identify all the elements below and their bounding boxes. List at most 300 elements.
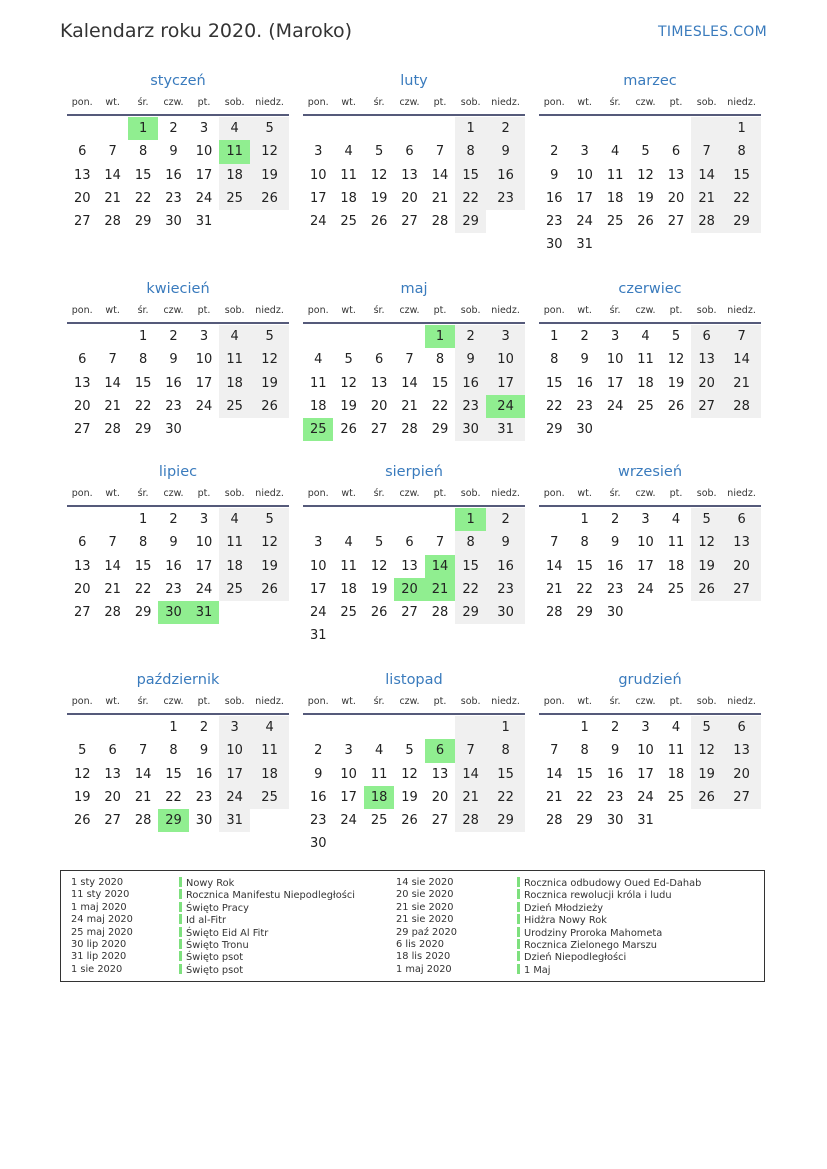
day-cell: 28 (545, 813, 563, 829)
day-cell: 26 (691, 786, 722, 809)
empty-cell (333, 624, 363, 647)
day-cell: 16 (606, 558, 624, 574)
week-row (67, 418, 289, 441)
day-cell: 19 (637, 190, 654, 206)
brand-link[interactable]: TIMESLES.COM (658, 24, 767, 40)
week-row (67, 187, 289, 210)
legend-holiday-name: Święto psot (179, 964, 355, 976)
day-cell: 30 (165, 214, 182, 230)
day-cell: 9 (199, 743, 209, 759)
legend-holiday-name: Rocznica odbudowy Oued Ed-Dahab (517, 877, 701, 889)
day-cell: 18 (219, 555, 250, 578)
empty-cell (661, 233, 691, 256)
day-cell: 21 (104, 581, 121, 597)
empty-cell (250, 210, 289, 233)
day-cell: 18 (250, 763, 289, 786)
day-cell: 14 (545, 558, 563, 574)
weekday-label: czw. (163, 488, 184, 499)
day-cell: 10 (219, 739, 250, 762)
day-cell: 3 (219, 716, 250, 739)
day-cell: 26 (691, 578, 722, 601)
day-cell: 12 (691, 531, 722, 554)
weekday-label: czw. (399, 305, 420, 316)
weekday-label: pon. (543, 488, 565, 499)
empty-cell (394, 325, 424, 348)
day-cell: 28 (455, 809, 486, 832)
day-cell: 8 (722, 140, 761, 163)
day-cell: 30 (455, 418, 486, 441)
day-cell: 1 (455, 117, 486, 140)
day-cell: 22 (576, 581, 593, 597)
holiday-marker (179, 927, 182, 937)
month-name: sierpień (385, 464, 443, 480)
day-cell: 16 (486, 555, 525, 578)
week-row (539, 531, 761, 554)
day-cell: 6 (374, 352, 384, 368)
day-cell: 28 (691, 210, 722, 233)
month-4 (67, 280, 289, 441)
day-cell: 23 (165, 581, 182, 597)
weekday-label: wt. (577, 305, 592, 316)
weekday-label: śr. (137, 696, 149, 707)
empty-cell (219, 418, 250, 441)
empty-cell (569, 117, 599, 140)
weekday-header (67, 304, 289, 324)
day-cell: 4 (610, 144, 620, 160)
holiday-marker (179, 939, 182, 949)
day-cell: 13 (722, 531, 761, 554)
weekday-label: śr. (609, 696, 621, 707)
day-cell: 10 (309, 558, 327, 574)
weekday-label: sob. (224, 696, 245, 707)
week-row (303, 140, 525, 163)
day-cell: 28 (545, 605, 563, 621)
day-cell: 21 (104, 398, 121, 414)
day-cell: 3 (344, 743, 353, 759)
day-cell: 20 (667, 190, 685, 206)
day-cell: 29 (158, 809, 188, 832)
empty-cell (364, 117, 394, 140)
day-cell: 21 (425, 578, 455, 601)
week-row (303, 325, 525, 348)
weekday-label: niedz. (727, 488, 756, 499)
day-cell: 8 (580, 743, 589, 759)
empty-cell (425, 832, 455, 855)
week-row (539, 395, 761, 418)
weekday-label: sob. (696, 696, 717, 707)
day-cell: 8 (138, 144, 148, 160)
day-cell: 22 (431, 398, 449, 414)
day-cell: 19 (73, 789, 91, 805)
week-row (303, 786, 525, 809)
empty-cell (189, 418, 219, 441)
week-row (303, 763, 525, 786)
empty-cell (303, 325, 333, 348)
day-cell: 12 (250, 531, 289, 554)
day-cell: 27 (431, 813, 449, 829)
day-cell: 11 (309, 375, 327, 391)
day-cell: 31 (195, 214, 213, 230)
day-cell: 17 (637, 766, 654, 782)
day-cell: 21 (545, 789, 563, 805)
weekday-label: śr. (137, 305, 149, 316)
empty-cell (303, 716, 333, 739)
day-cell: 4 (219, 508, 250, 531)
weekday-label: pon. (71, 305, 93, 316)
day-cell: 8 (435, 352, 445, 368)
legend-holiday-name: Rocznica Zielonego Marszu (517, 939, 701, 951)
week-row (539, 348, 761, 371)
day-cell: 18 (364, 786, 394, 809)
month-name: grudzień (618, 672, 682, 688)
day-cell: 31 (309, 628, 327, 644)
week-row (303, 716, 525, 739)
day-cell: 1 (128, 117, 158, 140)
day-cell: 29 (134, 605, 152, 621)
day-cell: 15 (134, 558, 152, 574)
day-cell: 16 (195, 766, 213, 782)
day-cell: 6 (108, 743, 117, 759)
empty-cell (661, 601, 691, 624)
day-cell: 22 (134, 190, 152, 206)
empty-cell (425, 117, 455, 140)
empty-cell (722, 233, 761, 256)
day-cell: 29 (455, 601, 486, 624)
day-cell: 7 (550, 535, 559, 551)
empty-cell (630, 117, 660, 140)
day-cell: 27 (370, 422, 388, 438)
day-cell: 22 (134, 581, 152, 597)
day-cell: 3 (199, 121, 209, 136)
holiday-marker (179, 877, 182, 887)
day-cell: 13 (431, 766, 449, 782)
legend-holiday-name: Święto Tronu (179, 939, 355, 951)
day-cell: 18 (340, 581, 357, 597)
week-row (67, 763, 289, 786)
day-cell: 10 (606, 352, 624, 368)
day-cell: 7 (691, 140, 722, 163)
empty-cell (250, 601, 289, 624)
day-cell: 5 (374, 144, 384, 160)
day-cell: 7 (108, 352, 117, 368)
day-cell: 17 (340, 789, 357, 805)
day-cell: 26 (667, 398, 685, 414)
legend-date: 20 sie 2020 (396, 889, 454, 901)
week-row (67, 395, 289, 418)
weekday-header (303, 487, 525, 507)
day-cell: 10 (637, 743, 654, 759)
weekday-label: pt. (669, 305, 683, 316)
day-cell: 12 (370, 167, 388, 183)
day-cell: 6 (691, 325, 722, 348)
empty-cell (303, 508, 333, 531)
day-cell: 4 (314, 352, 323, 368)
weekday-label: śr. (137, 97, 149, 108)
weekday-label: wt. (341, 696, 356, 707)
empty-cell (128, 716, 158, 739)
day-cell: 25 (219, 578, 250, 601)
legend-date: 29 paź 2020 (396, 926, 457, 938)
day-cell: 20 (73, 398, 91, 414)
day-cell: 16 (576, 375, 593, 391)
weekday-label: czw. (635, 97, 656, 108)
day-cell: 17 (195, 167, 213, 183)
day-cell: 18 (219, 372, 250, 395)
week-row (303, 508, 525, 531)
day-cell: 26 (637, 214, 654, 230)
day-cell: 19 (370, 190, 388, 206)
day-cell: 8 (169, 743, 178, 759)
day-cell: 23 (165, 190, 182, 206)
empty-cell (425, 624, 455, 647)
day-cell: 17 (606, 375, 624, 391)
day-cell: 28 (431, 214, 449, 230)
day-cell: 13 (722, 739, 761, 762)
empty-cell (691, 809, 722, 832)
legend-holiday-name: Urodziny Proroka Mahometa (517, 927, 701, 939)
day-cell: 9 (486, 531, 525, 554)
week-row (539, 325, 761, 348)
day-cell: 9 (169, 535, 178, 551)
weekday-header (303, 304, 525, 324)
day-cell: 18 (606, 190, 624, 206)
weekday-label: pon. (307, 97, 329, 108)
day-cell: 12 (250, 348, 289, 371)
weekday-header (67, 695, 289, 715)
empty-cell (303, 117, 333, 140)
day-cell: 12 (691, 739, 722, 762)
day-cell: 31 (189, 601, 219, 624)
day-cell: 14 (425, 555, 455, 578)
weekday-label: pt. (433, 696, 447, 707)
holiday-marker (517, 964, 520, 974)
weekday-label: pon. (71, 488, 93, 499)
day-cell: 13 (73, 375, 91, 391)
day-cell: 22 (165, 789, 182, 805)
holiday-marker (517, 914, 520, 924)
day-cell: 5 (344, 352, 353, 368)
legend-date: 21 sie 2020 (396, 901, 454, 913)
legend-names-col-2 (517, 877, 701, 976)
day-cell: 15 (165, 766, 182, 782)
empty-cell (630, 601, 660, 624)
holiday-marker (517, 889, 520, 899)
day-cell: 3 (314, 144, 323, 160)
day-cell: 28 (104, 422, 121, 438)
week-row (67, 601, 289, 624)
day-cell: 27 (401, 605, 418, 621)
holiday-marker (179, 902, 182, 912)
empty-cell (333, 508, 363, 531)
empty-cell (364, 508, 394, 531)
legend-date: 18 lis 2020 (396, 951, 451, 963)
empty-cell (486, 210, 525, 233)
weekday-header (539, 487, 761, 507)
day-cell: 6 (425, 739, 455, 762)
day-cell: 1 (580, 720, 589, 735)
empty-cell (486, 624, 525, 647)
empty-cell (67, 716, 97, 739)
day-cell: 15 (455, 164, 486, 187)
day-cell: 11 (340, 558, 357, 574)
day-cell: 12 (340, 375, 357, 391)
weekday-label: pt. (433, 97, 447, 108)
day-cell: 19 (401, 789, 418, 805)
holiday-marker (517, 939, 520, 949)
day-cell: 14 (431, 167, 449, 183)
empty-cell (539, 117, 569, 140)
day-cell: 1 (722, 117, 761, 140)
empty-cell (394, 508, 424, 531)
month-10 (67, 671, 289, 832)
week-row (303, 372, 525, 395)
day-cell: 20 (691, 372, 722, 395)
day-cell: 23 (545, 214, 563, 230)
day-cell: 18 (309, 398, 327, 414)
day-cell: 15 (576, 766, 593, 782)
day-cell: 27 (691, 395, 722, 418)
weekday-label: niedz. (727, 305, 756, 316)
day-cell: 7 (455, 739, 486, 762)
month-name: maj (400, 281, 428, 297)
day-cell: 13 (401, 167, 418, 183)
weekday-label: czw. (635, 696, 656, 707)
day-cell: 8 (550, 352, 559, 368)
month-5 (303, 280, 525, 441)
day-cell: 6 (405, 535, 414, 551)
day-cell: 27 (667, 214, 685, 230)
empty-cell (364, 832, 394, 855)
day-cell: 29 (134, 214, 152, 230)
day-cell: 18 (637, 375, 654, 391)
day-cell: 29 (431, 422, 449, 438)
day-cell: 16 (165, 167, 182, 183)
day-cell: 12 (667, 352, 685, 368)
month-name: styczeń (150, 73, 206, 89)
weekday-label: pt. (197, 305, 211, 316)
day-cell: 10 (340, 766, 357, 782)
day-cell: 10 (195, 352, 213, 368)
weekday-label: pon. (71, 696, 93, 707)
day-cell: 15 (134, 167, 152, 183)
empty-cell (333, 832, 363, 855)
day-cell: 15 (545, 375, 563, 391)
empty-cell (661, 117, 691, 140)
day-cell: 16 (165, 375, 182, 391)
weekday-label: sob. (460, 696, 481, 707)
day-cell: 25 (219, 187, 250, 210)
weekday-label: śr. (373, 488, 385, 499)
day-cell: 11 (219, 140, 250, 163)
day-cell: 14 (455, 763, 486, 786)
day-cell: 4 (344, 535, 353, 551)
day-cell: 27 (722, 786, 761, 809)
weekday-label: pon. (543, 696, 565, 707)
week-row (67, 555, 289, 578)
month-12 (539, 671, 761, 832)
weekday-label: pt. (197, 696, 211, 707)
day-cell: 30 (309, 836, 327, 852)
week-row (539, 117, 761, 140)
day-cell: 9 (486, 140, 525, 163)
day-cell: 15 (134, 375, 152, 391)
day-cell: 8 (455, 140, 486, 163)
empty-cell (394, 832, 424, 855)
day-cell: 29 (722, 210, 761, 233)
holiday-marker (179, 889, 182, 899)
day-cell: 24 (195, 190, 213, 206)
empty-cell (691, 418, 722, 441)
day-cell: 22 (134, 398, 152, 414)
day-cell: 2 (199, 720, 209, 735)
day-cell: 11 (250, 739, 289, 762)
day-cell: 3 (199, 329, 209, 344)
day-cell: 2 (169, 512, 178, 527)
day-cell: 1 (455, 508, 486, 531)
day-cell: 19 (691, 555, 722, 578)
legend-names-col-1 (179, 877, 355, 976)
weekday-label: pt. (669, 488, 683, 499)
day-cell: 5 (250, 117, 289, 140)
weekday-label: czw. (399, 488, 420, 499)
day-cell: 30 (158, 601, 188, 624)
day-cell: 22 (576, 789, 593, 805)
day-cell: 9 (610, 535, 620, 551)
day-cell: 4 (219, 117, 250, 140)
week-row (67, 140, 289, 163)
legend-date: 14 sie 2020 (396, 877, 454, 888)
empty-cell (722, 809, 761, 832)
weekday-label: pt. (433, 305, 447, 316)
day-cell: 23 (606, 789, 624, 805)
weekday-label: śr. (373, 696, 385, 707)
empty-cell (425, 716, 455, 739)
day-cell: 24 (195, 398, 213, 414)
day-cell: 25 (637, 398, 654, 414)
week-row (539, 555, 761, 578)
day-cell: 13 (401, 558, 418, 574)
day-cell: 17 (576, 190, 593, 206)
day-cell: 24 (576, 214, 593, 230)
legend-date: 24 maj 2020 (71, 914, 133, 926)
day-cell: 16 (165, 558, 182, 574)
week-row (67, 786, 289, 809)
empty-cell (219, 210, 250, 233)
empty-cell (394, 716, 424, 739)
day-cell: 17 (486, 372, 525, 395)
day-cell: 17 (309, 581, 327, 597)
empty-cell (691, 601, 722, 624)
day-cell: 13 (73, 558, 91, 574)
empty-cell (67, 325, 97, 348)
legend-holiday-name: Rocznica rewolucji króla i ludu (517, 889, 701, 901)
week-row (67, 739, 289, 762)
empty-cell (486, 832, 525, 855)
day-cell: 18 (667, 766, 685, 782)
day-cell: 24 (309, 214, 327, 230)
day-cell: 29 (576, 605, 593, 621)
day-cell: 22 (455, 578, 486, 601)
day-cell: 4 (344, 144, 353, 160)
day-cell: 13 (104, 766, 121, 782)
legend-date: 1 sie 2020 (71, 963, 123, 975)
day-cell: 5 (250, 325, 289, 348)
day-cell: 23 (455, 395, 486, 418)
empty-cell (722, 601, 761, 624)
day-cell: 12 (73, 766, 91, 782)
day-cell: 9 (580, 352, 589, 368)
weekday-label: pon. (543, 97, 565, 108)
